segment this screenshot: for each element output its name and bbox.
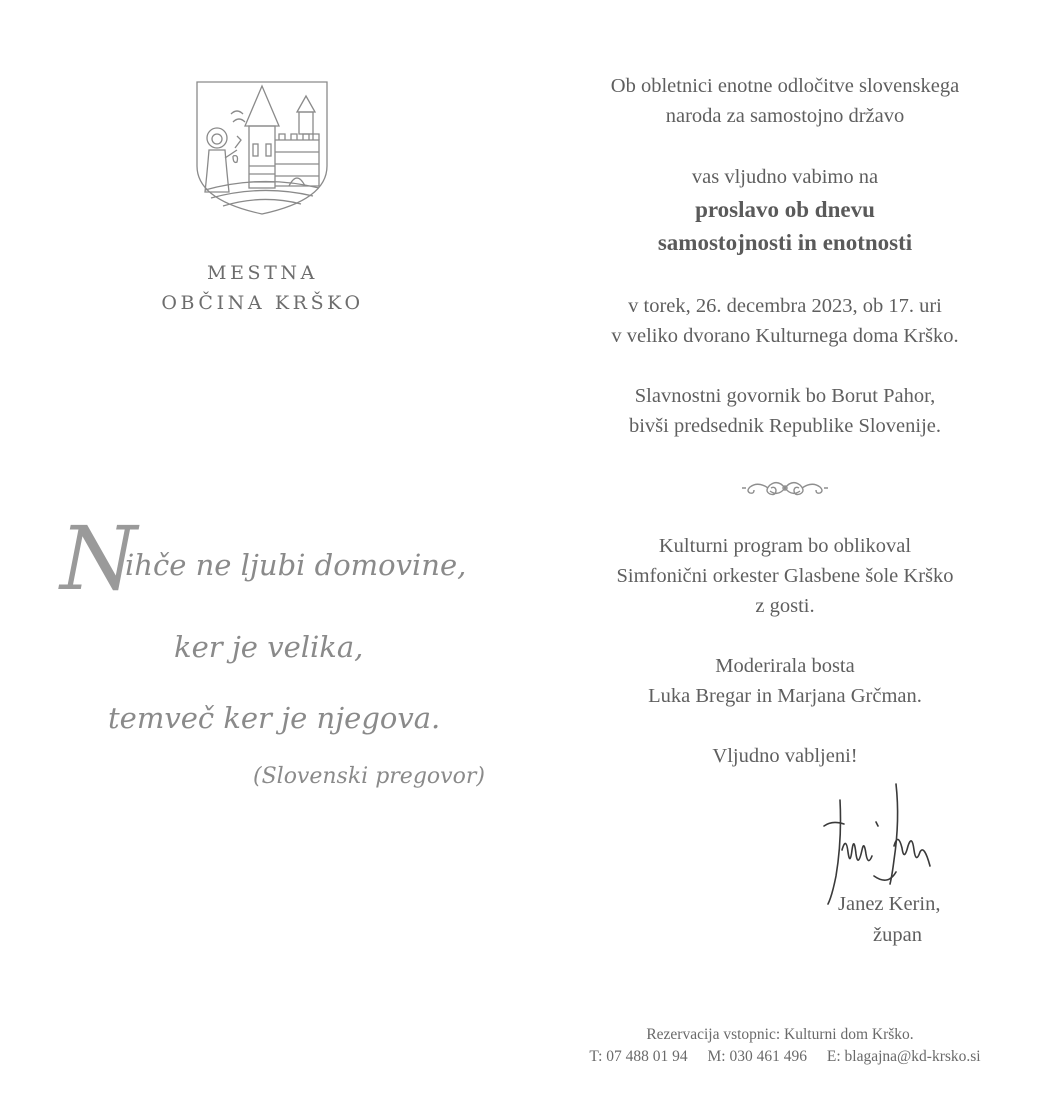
intro-line2: naroda za samostojno državo — [665, 105, 905, 127]
event-title — [560, 193, 1010, 259]
ornament-divider-icon — [742, 475, 828, 501]
program-line1: Kulturni program bo oblikoval — [658, 535, 912, 557]
invite-line: vas vljudno vabimo na — [691, 166, 879, 188]
event-venue-line: v veliko dvorano Kulturnega doma Krško. — [611, 325, 959, 347]
signer-name: Janez Kerin, — [838, 893, 941, 915]
footer-phone: T: 07 488 01 94 — [589, 1048, 688, 1065]
intro-text — [560, 71, 1010, 131]
footer-mobile: M: 030 461 496 — [707, 1048, 807, 1065]
program-line2: Simfonični orkester Glasbene šole Krško — [616, 565, 954, 587]
welcome-text: Vljudno vabljeni! — [712, 745, 858, 767]
speaker-text — [560, 381, 1010, 441]
org-name-line1: MESTNA — [207, 262, 318, 284]
signer-title: župan — [873, 924, 922, 946]
footer-contacts — [560, 1048, 1010, 1066]
hosts-line2: Luka Bregar in Marjana Grčman. — [648, 685, 922, 707]
footer-email: E: blagajna@kd-krsko.si — [826, 1048, 981, 1065]
handwritten-signature — [818, 780, 943, 910]
quote-source: (Slovenski pregovor) — [253, 764, 485, 789]
quote-line1-text: ihče ne ljubi domovine, — [125, 548, 467, 582]
hosts-line1: Moderirala bosta — [715, 655, 855, 677]
quote-line3: temveč ker je njegova. — [108, 701, 441, 735]
hosts-text — [560, 651, 1010, 711]
speaker-line2: bivši predsednik Republike Slovenije. — [628, 415, 941, 437]
event-date-line: v torek, 26. decembra 2023, ob 17. uri — [628, 295, 942, 317]
event-title-line1: proslavo ob dnevu — [695, 197, 875, 222]
coat-of-arms-logo — [193, 78, 331, 216]
footer-reservation: Rezervacija vstopnic: Kulturni dom Krško. — [646, 1026, 914, 1043]
org-name-line2: OBČINA KRŠKO — [161, 292, 364, 314]
quote-initial: N — [60, 507, 137, 610]
speaker-line1: Slavnostni govornik bo Borut Pahor, — [634, 385, 936, 407]
intro-line1: Ob obletnici enotne odločitve slovenskega — [610, 75, 960, 97]
quote-line2: ker je velika, — [174, 630, 364, 664]
program-text — [560, 531, 1010, 621]
event-title-line2: samostojnosti in enotnosti — [657, 230, 913, 255]
quote-line1 — [60, 507, 467, 610]
program-line3: z gosti. — [755, 595, 815, 617]
event-when — [560, 291, 1010, 351]
